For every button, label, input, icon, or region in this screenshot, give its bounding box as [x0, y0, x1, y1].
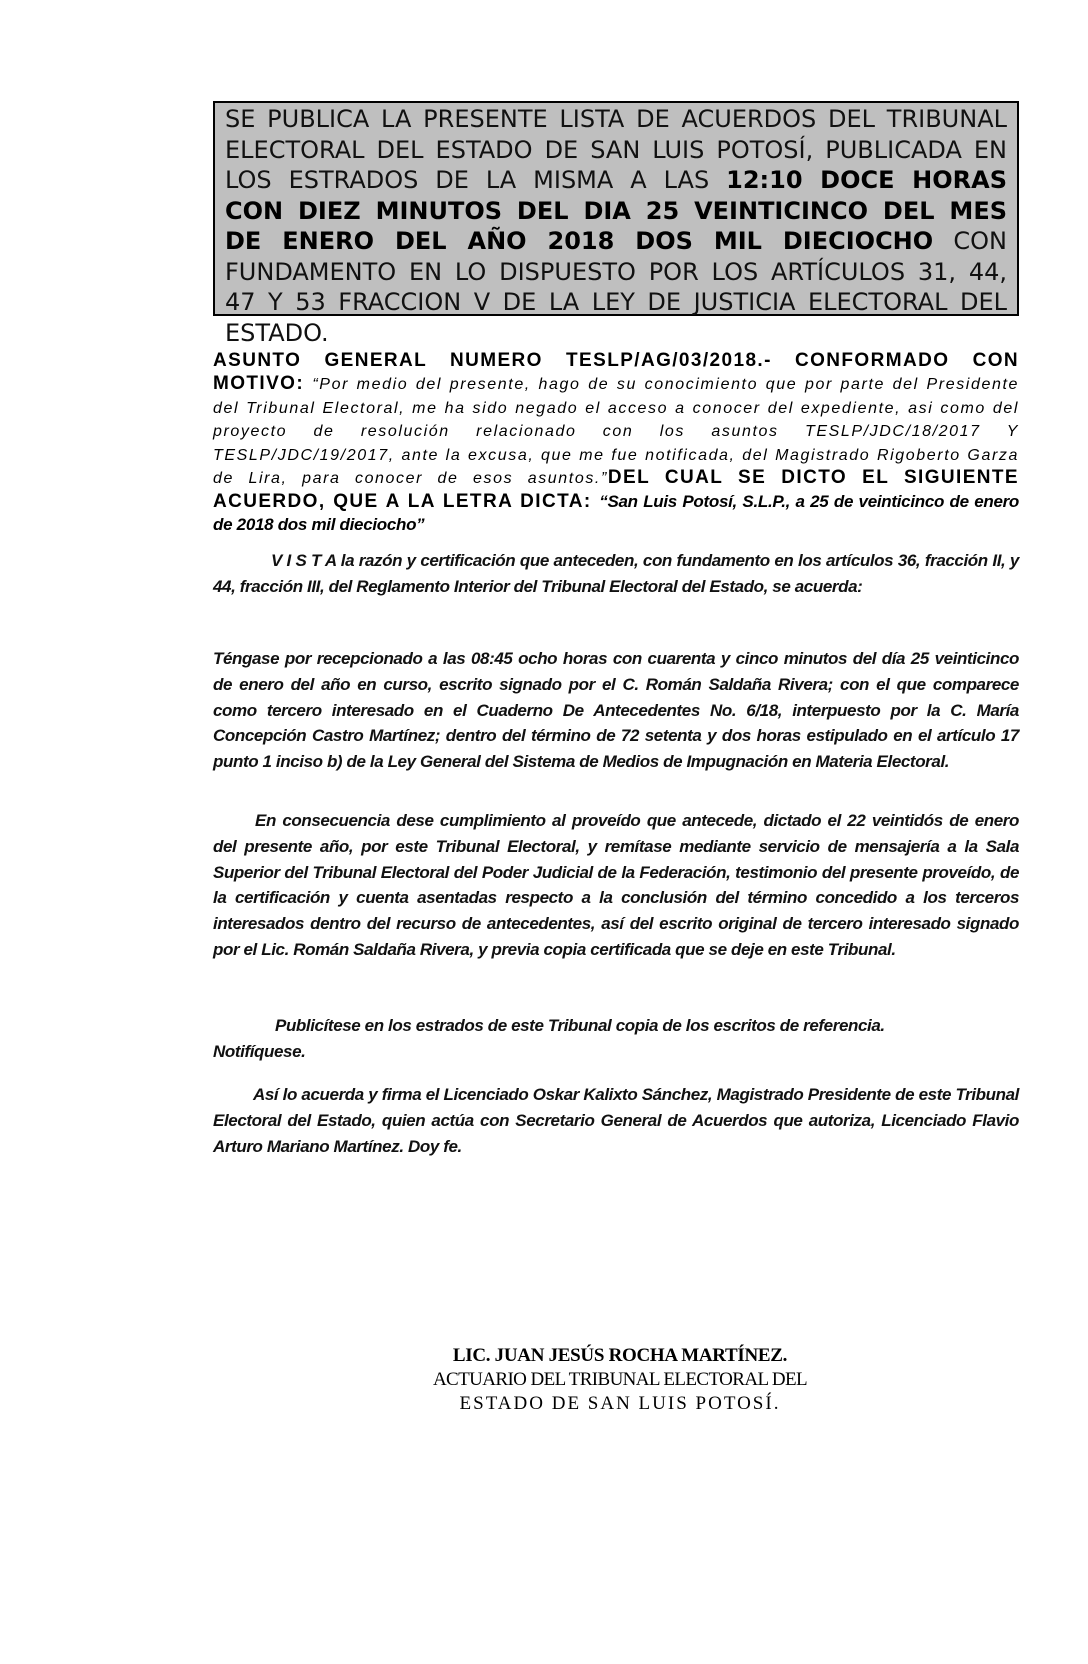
- asunto-place-date: “San Luis Potosí, S.L.P., a 25 de veinticinco de enero de 2018 dos mil dieciocho”: [213, 491, 1019, 534]
- asunto-title: ASUNTO GENERAL NUMERO TESLP/AG/03/2018.- CONFORMADO CON MOTIVO:: [213, 350, 1019, 394]
- paragraph-tengase: Téngase por recepcionado a las 08:45 ocho horas con cuarenta y cinco minutos del día 25 veinticinco de enero del año en curso, escrito signado por el C. Román Saldaña Rivera; con el que comparece como tercero interesado en el Cuaderno De Antecedentes No. 6/18, interpuesto por la C. María Concepción Castro Martínez; dentro del término de 72 setenta y dos horas estipulado en el artículo 17 punto 1 inciso b) de la Ley General del Sistema de Medios de Impugnación en Materia Electoral.: [213, 649, 1019, 772]
- publication-notice-box: [213, 101, 1019, 347]
- notice-text-intro: SE PUBLICA LA PRESENTE LISTA DE ACUERDOS DEL TRIBUNAL ELECTORAL DEL ESTADO DE SAN LUIS POTOSÍ, PUBLICADA EN LOS ESTRADOS DE LA MISMA A LAS: [225, 105, 1007, 194]
- asunto-connector: DEL CUAL SE DICTO EL SIGUIENTE ACUERDO, QUE A LA LETRA DICTA:: [213, 467, 1019, 512]
- paragraph-vista: V I S T A la razón y certificación que anteceden, con fundamento en los artículos 36, fracción II, y 44, fracción III, del Reglamento Interior del Tribunal Electoral del Estado, se acuerda:: [213, 551, 1019, 596]
- asunto-quote: “Por medio del presente, hago de su conocimiento que por parte del Presidente del Tribunal Electoral, me ha sido negado el acceso a conocer del expediente, asi como del proyecto de resolución relacionado con los asuntos TESLP/JDC/18/2017 Y TESLP/JDC/19/2017, ante la excusa, que me fue notificada, del Magistrado Rigoberto Garza de Lira, para conocer de esos asuntos.”: [213, 376, 1019, 487]
- paragraph-firma: Así lo acuerda y firma el Licenciado Oskar Kalixto Sánchez, Magistrado Presidente de este Tribunal Electoral del Estado, quien actúa con Secretario General de Acuerdos que autoriza, Licenciado Flavio Arturo Mariano Martínez. Doy fe.: [213, 1085, 1019, 1156]
- signatory-role-line1: ACTUARIO DEL TRIBUNAL ELECTORAL DEL: [432, 1369, 808, 1390]
- paragraph-consecuencia: En consecuencia dese cumplimiento al proveído que antecede, dictado el 22 veintidós de enero del presente año, por este Tribunal Electoral, y remítase mediante servicio de mensajería a la Sala Superior del Tribunal Electoral del Poder Judicial de la Federación, testimonio del presente proveído, de la certificación y cuenta asentadas respecto a la conclusión del término concedido a los terceros interesados dentro del recurso de antecedentes, así del escrito original de tercero interesado signado por el Lic. Román Saldaña Rivera, y previa copia certificada que se deje en este Tribunal.: [213, 811, 1019, 959]
- asunto-general-heading: [213, 349, 1019, 536]
- signatory-role-line2: ESTADO DE SAN LUIS POTOSÍ.: [459, 1393, 781, 1414]
- notice-text-datetime: 12:10 DOCE HORAS CON DIEZ MINUTOS DEL DIA 25 VEINTICINCO DEL MES DE ENERO DEL AÑO 2018 DOS MIL DIECIOCHO: [225, 166, 1008, 255]
- notice-text-basis: CON FUNDAMENTO EN LO DISPUESTO POR LOS ARTÍCULOS 31, 44, 47 Y 53 FRACCION V DE LA LEY DE JUSTICIA ELECTORAL DEL ESTADO.: [225, 227, 1007, 347]
- paragraph-publiquese: Publicítese en los estrados de este Tribunal copia de los escritos de referencia.: [275, 1016, 885, 1035]
- signatory-name: LIC. JUAN JESÚS ROCHA MARTÍNEZ.: [452, 1345, 788, 1366]
- signature-block: [330, 1344, 910, 1416]
- paragraph-notifiquese: Notifíquese.: [213, 1042, 306, 1061]
